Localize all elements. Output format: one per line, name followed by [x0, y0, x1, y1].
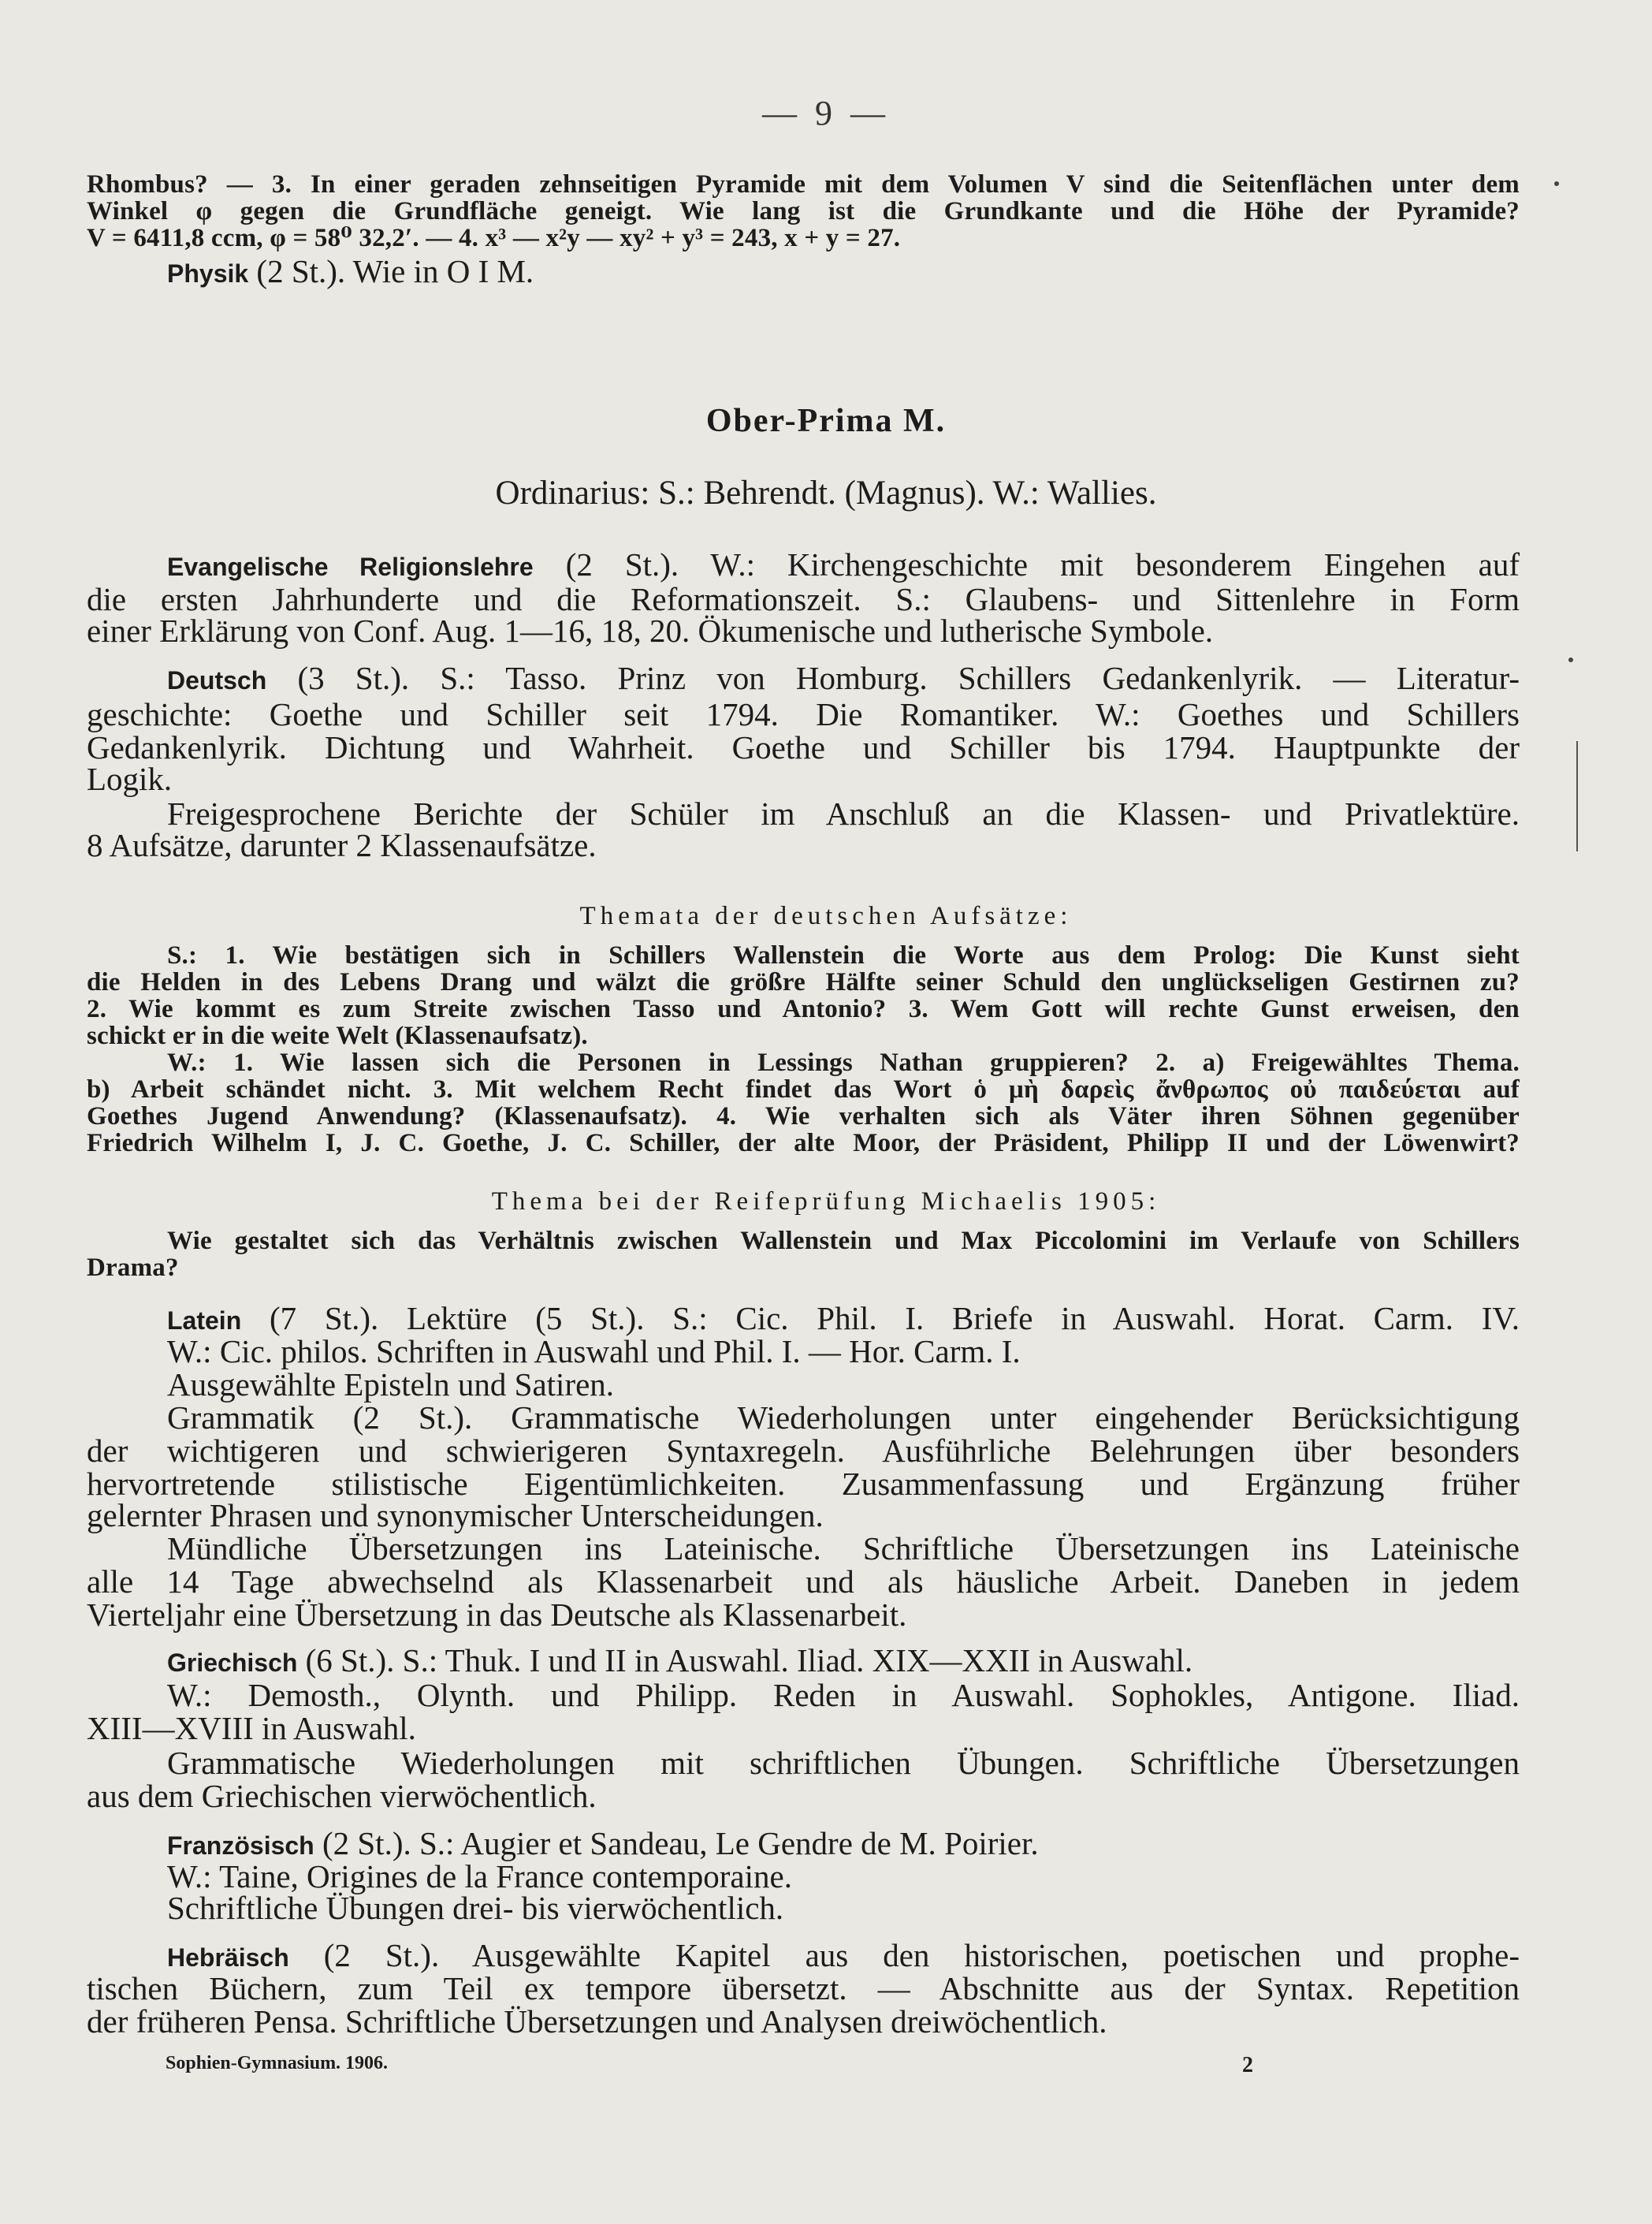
math-line-1: Rhombus? — 3. In einer geraden zehnseitigen Pyramide mit dem Volumen V sind die Seitenflächen unter dem	[87, 170, 1520, 199]
hebraeisch-text-1: (2 St.). Ausgewählte Kapitel aus den historischen, poetischen und prophe-	[323, 1937, 1520, 1973]
griechisch-label: Griechisch	[167, 1648, 298, 1677]
latein-label: Latein	[167, 1306, 242, 1335]
footer-sheet-number: 2	[1242, 2053, 1253, 2077]
physik-text: (2 St.). Wie in O I M.	[256, 253, 534, 289]
griechisch-text-1: (6 St.). S.: Thuk. I und II in Auswahl. Iliad. XIX—XXII in Auswahl.	[305, 1642, 1193, 1678]
griechisch-line-5: aus dem Griechischen vierwöchentlich.	[87, 1778, 597, 1814]
griechisch-line-1	[167, 1643, 1520, 1680]
footer-publisher: Sophien-Gymnasium. 1906.	[166, 2053, 389, 2073]
latein-line-7: gelernter Phrasen und synonymischer Unterscheidungen.	[87, 1497, 824, 1533]
speck-mark	[1554, 181, 1559, 186]
latein-line-8: Mündliche Übersetzungen ins Lateinische. Schriftliche Übersetzungen ins Lateinische	[167, 1530, 1520, 1566]
religion-label: Evangelische Religionslehre	[167, 553, 534, 581]
speck-mark	[1568, 658, 1573, 662]
franzoesisch-line-3: Schriftliche Übungen drei- bis vierwöchentlich.	[167, 1890, 784, 1926]
deutsch-line-6: 8 Aufsätze, darunter 2 Klassenaufsätze.	[87, 827, 597, 863]
themata-line-6: b) Arbeit schändet nicht. 3. Mit welchem Recht findet das Wort ὁ μὴ δαρεὶς ἄνθρωπος οὐ παιδεύεται auf	[87, 1075, 1520, 1104]
deutsch-text-1: (3 St.). S.: Tasso. Prinz von Homburg. Schillers Gedankenlyrik. — Literatur-	[297, 660, 1520, 696]
latein-line-2: W.: Cic. philos. Schriften in Auswahl und Phil. I. — Hor. Carm. I.	[167, 1333, 1021, 1369]
themata-line-3: 2. Wie kommt es zum Streite zwischen Tasso und Antonio? 3. Wem Gott will rechte Gunst erweisen, den	[87, 995, 1520, 1023]
latein-line-3: Ausgewählte Episteln und Satiren.	[167, 1366, 615, 1403]
math-line-2: Winkel φ gegen die Grundfläche geneigt. Wie lang ist die Grundkante und die Höhe der Pyramide?	[87, 197, 1520, 225]
class-title: Ober-Prima M.	[705, 403, 947, 439]
hebraeisch-label: Hebräisch	[167, 1943, 289, 1972]
physik-label: Physik	[167, 259, 249, 288]
latein-line-5: der wichtigeren und schwierigeren Syntaxregeln. Ausführliche Belehrungen über besonders	[87, 1432, 1520, 1469]
math-line-3: V = 6411,8 ccm, φ = 58⁰ 32,2′. — 4. x³ — x²y — xy² + y³ = 243, x + y = 27.	[87, 224, 901, 252]
themata-line-1: S.: 1. Wie bestätigen sich in Schillers Wallenstein die Worte aus dem Prolog: Die Kunst sieht	[167, 941, 1520, 970]
hebraeisch-line-3: der früheren Pensa. Schriftliche Übersetzungen und Analysen dreiwöchentlich.	[87, 2003, 1107, 2040]
deutsch-line-3: Gedankenlyrik. Dichtung und Wahrheit. Goethe und Schiller bis 1794. Hauptpunkte der	[87, 729, 1520, 766]
page-number: — 9 —	[762, 94, 890, 132]
franzoesisch-text-1: (2 St.). S.: Augier et Sandeau, Le Gendre de M. Poirier.	[322, 1825, 1039, 1861]
religion-line-3: einer Erklärung von Conf. Aug. 1—16, 18, 20. Ökumenische und lutherische Symbole.	[87, 613, 1214, 649]
ordinarius-line: Ordinarius: S.: Behrendt. (Magnus). W.: Wallies.	[495, 475, 1157, 512]
franzoesisch-line-2: W.: Taine, Origines de la France contemporaine.	[167, 1858, 792, 1894]
hebraeisch-line-1	[167, 1938, 1520, 1975]
latein-line-6: hervortretende stilistische Eigentümlichkeiten. Zusammenfassung und Ergänzung früher	[87, 1466, 1520, 1502]
themata-line-5: W.: 1. Wie lassen sich die Personen in Lessings Nathan gruppieren? 2. a) Freigewähltes Thema.	[167, 1049, 1520, 1077]
reife-line-1: Wie gestaltet sich das Verhältnis zwischen Wallenstein und Max Piccolomini im Verlaufe von Schillers	[167, 1227, 1520, 1255]
religion-line-1	[167, 547, 1520, 584]
themata-line-2: die Helden in des Lebens Drang und wälzt die größre Hälfte seiner Schuld den unglückseligen Gestirnen zu?	[87, 968, 1520, 997]
themata-line-7: Goethes Jugend Anwendung? (Klassenaufsatz). 4. Wie verhalten sich als Väter ihren Söhnen gegenüber	[87, 1102, 1520, 1131]
franzoesisch-label: Französisch	[167, 1831, 314, 1860]
deutsch-line-5: Freigesprochene Berichte der Schüler im Anschluß an die Klassen- und Privatlektüre.	[167, 795, 1520, 832]
reife-line-2: Drama?	[87, 1254, 179, 1282]
themata-heading: Themata der deutschen Aufsätze:	[579, 902, 1073, 930]
latein-line-9: alle 14 Tage abwechselnd als Klassenarbeit und als häusliche Arbeit. Daneben in jedem	[87, 1563, 1520, 1600]
deutsch-label: Deutsch	[167, 666, 267, 695]
latein-line-1	[167, 1301, 1520, 1338]
deutsch-line-1	[167, 661, 1520, 698]
franzoesisch-line-1	[167, 1826, 1520, 1863]
themata-line-8: Friedrich Wilhelm I, J. C. Goethe, J. C. Schiller, der alte Moor, der Präsident, Philipp II und der Löwenwirt?	[87, 1129, 1520, 1157]
religion-line-2: die ersten Jahrhunderte und die Reformationszeit. S.: Glaubens- und Sittenlehre in Form	[87, 581, 1520, 617]
latein-line-10: Vierteljahr eine Übersetzung in das Deutsche als Klassenarbeit.	[87, 1596, 907, 1633]
latein-line-4: Grammatik (2 St.). Grammatische Wiederholungen unter eingehender Berücksichtigung	[167, 1399, 1520, 1436]
reife-heading: Thema bei der Reifeprüfung Michaelis 1905:	[491, 1187, 1161, 1216]
margin-mark	[1576, 741, 1578, 851]
griechisch-line-2: W.: Demosth., Olynth. und Philipp. Reden in Auswahl. Sophokles, Antigone. Iliad.	[167, 1677, 1520, 1713]
deutsch-line-4: Logik.	[87, 761, 173, 797]
religion-text-1: (2 St.). W.: Kirchengeschichte mit besonderem Eingehen auf	[565, 546, 1520, 583]
deutsch-line-2: geschichte: Goethe und Schiller seit 1794. Die Romantiker. W.: Goethes und Schillers	[87, 696, 1520, 732]
griechisch-line-3: XIII—XVIII in Auswahl.	[87, 1710, 416, 1746]
hebraeisch-line-2: tischen Büchern, zum Teil ex tempore übersetzt. — Abschnitte aus der Syntax. Repetition	[87, 1970, 1520, 2006]
latein-text-1: (7 St.). Lektüre (5 St.). S.: Cic. Phil. I. Briefe in Auswahl. Horat. Carm. IV.	[269, 1300, 1520, 1336]
griechisch-line-4: Grammatische Wiederholungen mit schriftlichen Übungen. Schriftliche Übersetzungen	[167, 1745, 1520, 1781]
themata-line-4: schickt er in die weite Welt (Klassenaufsatz).	[87, 1022, 588, 1050]
physik-line	[167, 254, 1520, 291]
